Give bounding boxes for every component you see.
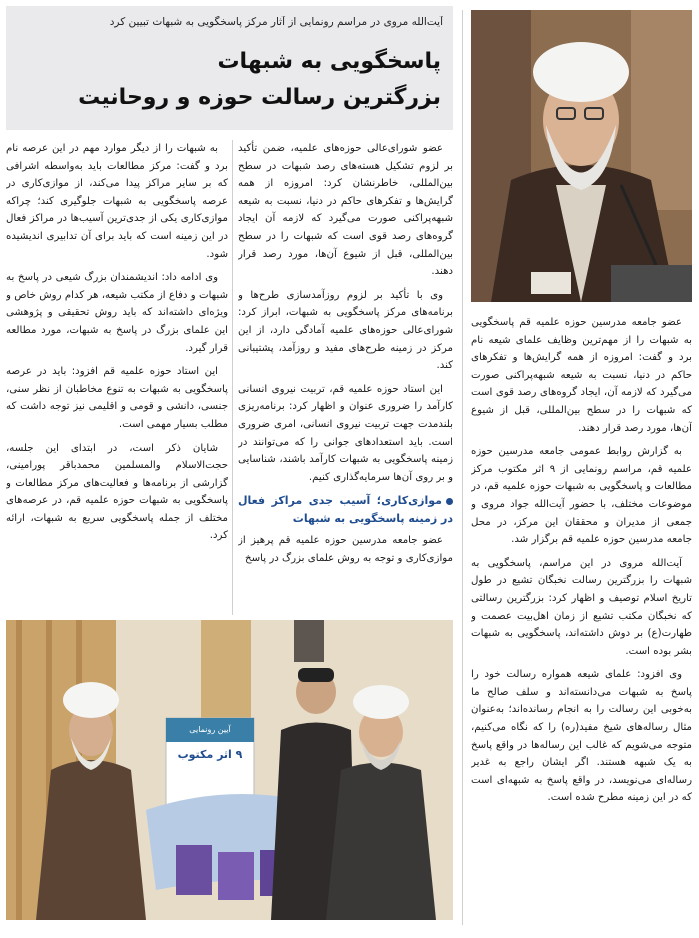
- column-right-paragraph: وی افزود: علمای شیعه همواره رسالت خود را پاسخ به شبهات می‌دانسته‌اند و سلف صالح ما به‌خوبی این رسالت را به انجام رسانده‌اند؛ به‌عنوان مثال رساله‌های شیخ مفید(ره) را که نگاه می‌کنیم، متوجه می‌شویم که غالب این رساله‌ها در واقع پاسخ به یک شبهه هستند. اگر ایشان راجع به غدیر رساله‌ای می‌نویسد، در واقع پاسخ به شبهه‌ای است که در این زمینه مطرح شده است.: [471, 669, 692, 804]
- article-headline: [14, 44, 441, 116]
- column-middle-paragraph: وی با تأکید بر لزوم روزآمدسازی طرح‌ها و برنامه‌های مرکز پاسخگویی به شبهات، ابراز کرد: شورای‌عالی حوزه‌های علمیه آمادگی دارد، از این مرکز در زمینه طرح‌های مفید و روزآمد، پشتیبانی کند.: [238, 289, 453, 372]
- headline-line-2: بزرگترین رسالت حوزه و روحانیت: [78, 85, 441, 110]
- headline-line-1: پاسخگویی به شبهات: [217, 49, 441, 74]
- speaker-photo: [471, 10, 692, 302]
- column-middle-paragraph: عضو شورای‌عالی حوزه‌های علمیه، ضمن تأکید بر لزوم تشکیل هسته‌های رصد شبهات در سطح بین‌المللی، خاطرنشان کرد: امروزه از همه گرایش‌ها و تفکرهای حاکم در دنیا، نسبت به شیعه شبهه‌پراکنی صورت می‌گیرد که لازمه آن ایجاد گروه‌های رصد قوی است که شبهات را در سطح بین‌المللی، قبل از شیوع آن‌ها، مورد رصد قرار دهند.: [238, 143, 453, 278]
- bullet-icon: [446, 498, 453, 505]
- ceremony-photo-illustration: [6, 620, 453, 920]
- unveiling-ceremony-photo: [6, 620, 453, 920]
- column-left-paragraph: شایان ذکر است، در ابتدای این جلسه، حجت‌الاسلام والمسلمین محمدباقر پورامینی، گزارشی از برنامه‌ها و فعالیت‌های مرکز مطالعات و پاسخگویی به شبهات حوزه علمیه قم، در عرصه‌های مختلف از جمله پاسخگویی سریع به شبهات، ارائه کرد.: [6, 442, 228, 542]
- column-divider: [462, 10, 463, 925]
- column-middle-paragraph: این استاد حوزه علمیه قم، تربیت نیروی انسانی کارآمد را ضروری عنوان و اظهار کرد: برنامه‌ریزی بلندمدت جهت تربیت نیروی انسانی، امری ضروری است. باید استعدادهای جوانی را که می‌توانند در زمینه پاسخگویی به شبهات کارآمد باشند، شناسایی و بر روی آن‌ها سرمایه‌گذاری کنیم.: [238, 383, 453, 483]
- article-column-left: [6, 140, 228, 615]
- article-header: [6, 6, 453, 130]
- article-column-middle: [238, 140, 453, 615]
- banner-title: آیین رونمایی: [189, 725, 231, 734]
- speaker-photo-illustration: [471, 10, 692, 302]
- column-right-paragraph: عضو جامعه مدرسین حوزه علمیه قم پاسخگویی به شبهات را از مهم‌ترین وظایف علمای شیعه نام برد و گفت: امروزه از همه گرایش‌ها و تفکرهای حاکم در دنیا، نسبت به شیعه شبهه‌پراکنی صورت می‌گیرد که لازمه آن، ایجاد گروه‌های رصد قوی است که شبهات را در سطح بین‌المللی، قبل از شیوع آن‌ها، مورد رصد قرار دهند.: [471, 317, 692, 434]
- banner-subtitle: ۹ اثر مکتوب: [177, 748, 243, 761]
- column-left-paragraph: به شبهات را از دیگر موارد مهم در این عرصه نام برد و گفت: مرکز مطالعات باید به‌واسطه اشرافی که بر سایر مراکز پیدا می‌کند، از موازی‌کاری در عرصه پاسخگویی به شبهات جلوگیری کند؛ چراکه موازی‌کاری یکی از جدی‌ترین آسیب‌ها در مراکز فعال در این زمینه است که باید برای آن تدابیری اندیشیده شود.: [6, 143, 228, 260]
- column-middle-paragraph: عضو جامعه مدرسین حوزه علمیه قم پرهیز از موازی‌کاری و توجه به روش علمای بزرگ در پاسخ: [238, 535, 453, 564]
- article-kicker: آیت‌الله مروی در مراسم رونمایی از آثار مرکز پاسخگویی به شبهات تبیین کرد: [109, 16, 443, 28]
- subheading-text: موازی‌کاری؛ آسیب جدی مراکز فعال در زمینه پاسخگویی به شبهات: [238, 494, 453, 526]
- section-subheading: [238, 492, 453, 528]
- column-left-paragraph: وی ادامه داد: اندیشمندان بزرگ شیعی در پاسخ به شبهات و دفاع از مکتب شیعه، هر کدام روش خاص و ویژه‌ای داشته‌اند که باید روش تحقیقی و پژوهشی این علمای بزرگ در پاسخ به شبهات، مورد مطالعه قرار گیرد.: [6, 272, 228, 354]
- column-left-paragraph: این استاد حوزه علمیه قم افزود: باید در عرصه پاسخگویی به شبهات به تنوع مخاطبان از نظر سنی، جنسی، دانشی و قومی و اقلیمی نیز توجه داشت که مطلب بسیار مهمی است.: [6, 366, 228, 430]
- column-right-paragraph: به گزارش روابط عمومی جامعه مدرسین حوزه علمیه قم، مراسم رونمایی از ۹ اثر مکتوب مرکز مطالعات و پاسخگویی به شبهات حوزه علمیه قم، در موضوعات مختلف، با حضور آیت‌الله جواد مروی و جمعی از مدیران و محققان این مرکز، در محل جامعه مدرسین حوزه علمیه قم برگزار شد.: [471, 446, 692, 546]
- column-right-paragraph: آیت‌الله مروی در این مراسم، پاسخگویی به شبهات را بزرگترین رسالت نخبگان تشیع در طول تاریخ اسلام توصیف و اظهار کرد: بزرگترین رسالتی که نخبگان مکتب تشیع از زمان اهل‌بیت عصمت و طهارت(ع) بر دوش داشته‌اند، پاسخگویی به شبهات بشر بوده است.: [471, 557, 692, 657]
- column-divider: [232, 140, 233, 615]
- article-column-right: [471, 314, 692, 924]
